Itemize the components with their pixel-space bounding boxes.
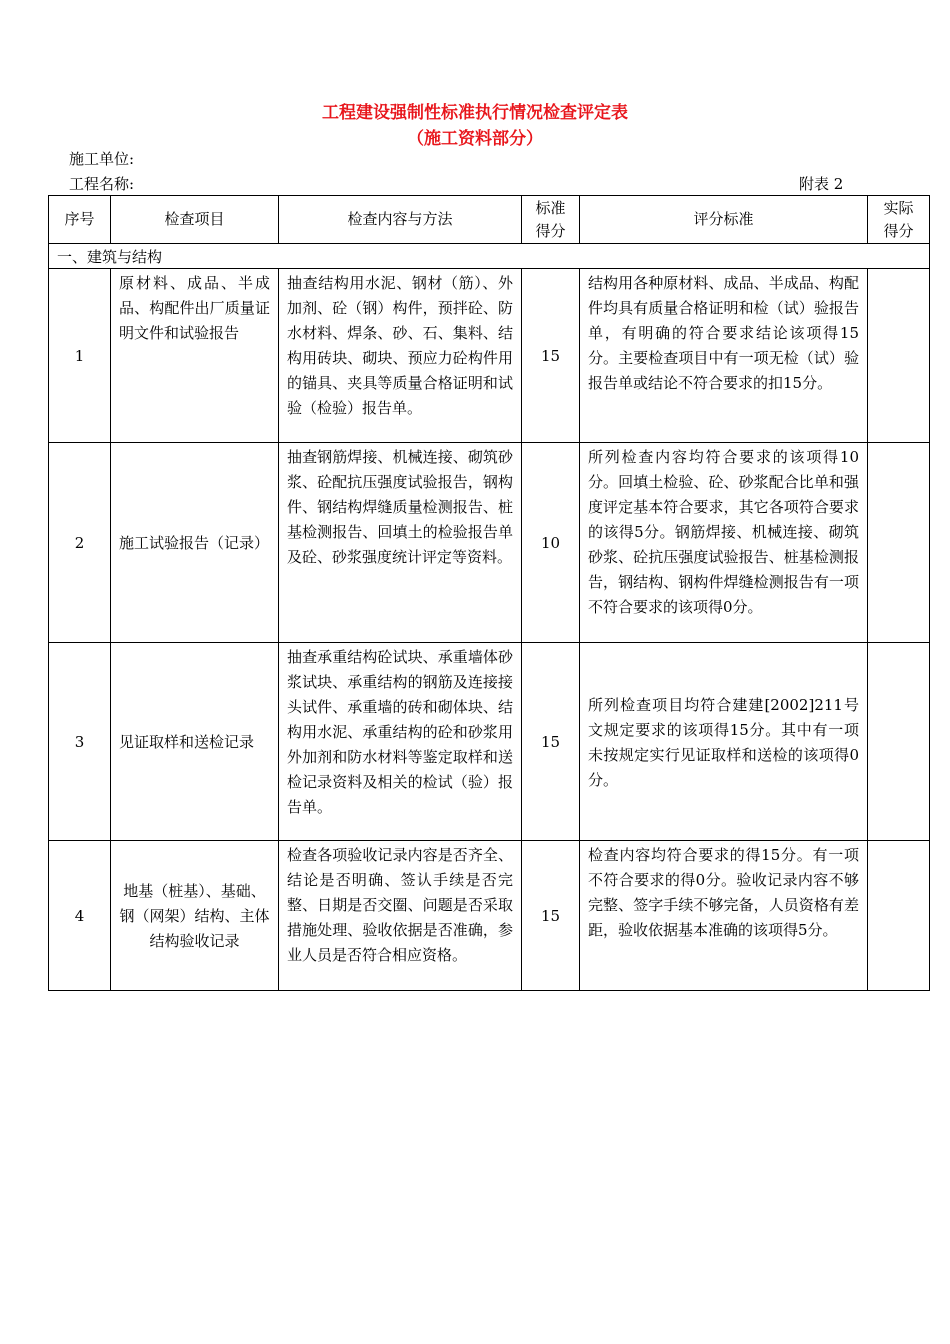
header-criteria: 评分标准 xyxy=(580,196,868,244)
header-std-score-line2: 得分 xyxy=(535,221,566,240)
row-criteria: 结构用各种原材料、成品、半成品、构配件均具有质量合格证明和检（试）验报告单，有明确的符合要求结论该项得15分。主要检查项目中有一项无检（试）验报告单或结论不符合要求的扣15分。 xyxy=(580,269,868,443)
row-number: 3 xyxy=(49,643,111,841)
header-actual-score xyxy=(868,196,930,244)
section-title: 一、建筑与结构 xyxy=(49,244,930,269)
row-number: 1 xyxy=(49,269,111,443)
row-standard-score: 15 xyxy=(522,643,580,841)
header-no: 序号 xyxy=(49,196,111,244)
row-item: 见证取样和送检记录 xyxy=(111,643,279,841)
row-number: 4 xyxy=(49,841,111,991)
header-item: 检查项目 xyxy=(111,196,279,244)
table-header-row xyxy=(49,196,930,244)
table-row xyxy=(49,269,930,443)
row-content: 抽查承重结构砼试块、承重墙体砂浆试块、承重结构的钢筋及连接接头试件、承重墙的砖和砌体块、结构用水泥、承重结构的砼和砂浆用外加剂和防水材料等鉴定取样和送检记录资料及相关的检试（验）报告单。 xyxy=(279,643,522,841)
row-actual-score[interactable] xyxy=(868,841,930,991)
table-row xyxy=(49,443,930,643)
document-title: 工程建设强制性标准执行情况检查评定表 xyxy=(322,103,628,123)
row-item: 施工试验报告（记录） xyxy=(111,443,279,643)
header-std-score xyxy=(522,196,580,244)
table-row xyxy=(49,643,930,841)
header-std-score-line1: 标准 xyxy=(535,198,566,217)
row-criteria: 检查内容均符合要求的得15分。有一项不符合要求的得0分。验收记录内容不够完整、签字手续不够完备，人员资格有差距，验收依据基本准确的该项得5分。 xyxy=(580,841,868,991)
construction-unit-label: 施工单位: xyxy=(69,150,135,168)
project-name-label: 工程名称: xyxy=(69,175,135,193)
row-actual-score[interactable] xyxy=(868,643,930,841)
row-criteria: 所列检查内容均符合要求的该项得10分。回填土检验、砼、砂浆配合比单和强度评定基本符合要求，其它各项符合要求的该得5分。钢筋焊接、机械连接、砌筑砂浆、砼抗压强度试验报告、桩基检测报告，钢结构、钢构件焊缝检测报告有一项不符合要求的该项得0分。 xyxy=(580,443,868,643)
row-content: 抽查钢筋焊接、机械连接、砌筑砂浆、砼配抗压强度试验报告，钢构件、钢结构焊缝质量检测报告、桩基检测报告、回填土的检验报告单及砼、砂浆强度统计评定等资料。 xyxy=(279,443,522,643)
row-number: 2 xyxy=(49,443,111,643)
inspection-table xyxy=(48,195,930,991)
header-content: 检查内容与方法 xyxy=(279,196,522,244)
row-standard-score: 15 xyxy=(522,841,580,991)
row-actual-score[interactable] xyxy=(868,269,930,443)
header-actual-line2: 得分 xyxy=(883,221,914,240)
row-standard-score: 15 xyxy=(522,269,580,443)
row-actual-score[interactable] xyxy=(868,443,930,643)
table-row xyxy=(49,841,930,991)
section-row xyxy=(49,244,930,269)
row-content: 抽查结构用水泥、钢材（筋）、外加剂、砼（钢）构件，预拌砼、防水材料、焊条、砂、石、集料、结构用砖块、砌块、预应力砼构件用的锚具、夹具等质量合格证明和试验（检验）报告单。 xyxy=(279,269,522,443)
attachment-label: 附表 2 xyxy=(799,175,844,193)
row-item: 地基（桩基）、基础、钢（网架）结构、主体结构验收记录 xyxy=(111,841,279,991)
document-subtitle: （施工资料部分） xyxy=(407,129,543,149)
row-content: 检查各项验收记录内容是否齐全、结论是否明确、签认手续是否完整、日期是否交圈、问题是否采取措施处理、验收依据是否准确，参业人员是否符合相应资格。 xyxy=(279,841,522,991)
row-criteria: 所列检查项目均符合建建[2002]211号文规定要求的该项得15分。其中有一项未按规定实行见证取样和送检的该项得0分。 xyxy=(580,643,868,841)
row-item: 原材料、成品、半成品、构配件出厂质量证明文件和试验报告 xyxy=(111,269,279,443)
header-actual-line1: 实际 xyxy=(883,198,914,217)
row-standard-score: 10 xyxy=(522,443,580,643)
